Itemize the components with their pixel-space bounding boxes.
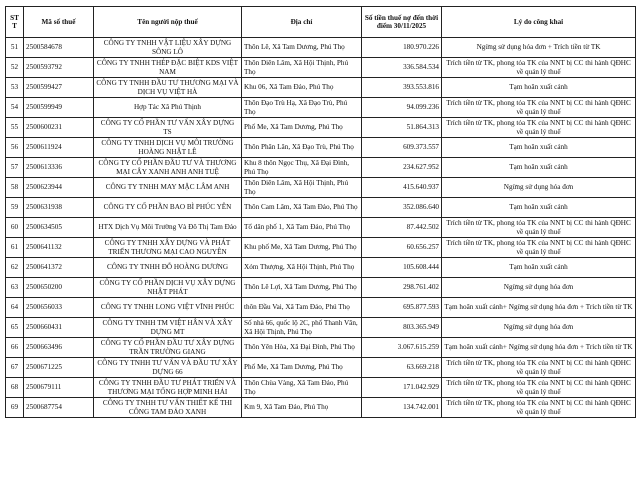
- row-tax-code: 2500634505: [24, 218, 94, 238]
- row-address: Xóm Thượng, Xã Hội Thịnh, Phú Thọ: [242, 258, 362, 278]
- row-stt: 67: [6, 358, 24, 378]
- row-disclosure-reason: Tạm hoãn xuất cảnh: [442, 198, 636, 218]
- table-row: [6, 198, 636, 218]
- row-stt: 62: [6, 258, 24, 278]
- table-row: [6, 278, 636, 298]
- row-debt-amount: 393.553.816: [362, 78, 442, 98]
- row-disclosure-reason: Trích tiền từ TK, phong tỏa TK của NNT bị CC thi hành QĐHC về quản lý thuế: [442, 58, 636, 78]
- row-tax-code: 2500641372: [24, 258, 94, 278]
- row-debt-amount: 171.042.929: [362, 378, 442, 398]
- row-address: Thôn Chùa Vàng, Xã Tam Đảo, Phú Thọ: [242, 378, 362, 398]
- table-row: [6, 338, 636, 358]
- row-address: Thôn Lê Lợi, Xã Tam Dương, Phú Thọ: [242, 278, 362, 298]
- row-address: Phố Me, Xã Tam Dương, Phú Thọ: [242, 118, 362, 138]
- row-debt-amount: 234.627.952: [362, 158, 442, 178]
- row-stt: 69: [6, 398, 24, 418]
- row-taxpayer-name: CÔNG TY CỔ PHẦN ĐẦU TƯ VÀ THƯƠNG MẠI CÂY XANH ANH ANH TUỆ: [94, 158, 242, 178]
- table-row: [6, 38, 636, 58]
- row-taxpayer-name: CÔNG TY TNHH XÂY DỰNG VÀ PHÁT TRIỂN THƯƠNG MẠI CAO NGUYÊN: [94, 238, 242, 258]
- row-disclosure-reason: Trích tiền từ TK, phong tỏa TK của NNT bị CC thi hành QĐHC về quản lý thuế: [442, 98, 636, 118]
- row-disclosure-reason: Tạm hoãn xuất cảnh+ Ngừng sử dụng hóa đơn + Trích tiền từ TK: [442, 298, 636, 318]
- row-disclosure-reason: Ngừng sử dụng hóa đơn: [442, 318, 636, 338]
- row-tax-code: 2500679111: [24, 378, 94, 398]
- table-row: [6, 178, 636, 198]
- row-tax-code: 2500631938: [24, 198, 94, 218]
- row-disclosure-reason: Ngừng sử dụng hóa đơn: [442, 278, 636, 298]
- table-row: [6, 318, 636, 338]
- row-disclosure-reason: Trích tiền từ TK, phong tỏa TK của NNT bị CC thi hành QĐHC về quản lý thuế: [442, 398, 636, 418]
- row-taxpayer-name: CÔNG TY CỔ PHẦN TƯ VẤN XÂY DỰNG TS: [94, 118, 242, 138]
- row-taxpayer-name: CÔNG TY TNHH TM VIỆT HÂN VÀ XÂY DỰNG MT: [94, 318, 242, 338]
- row-taxpayer-name: CÔNG TY TNHH ĐỖ HOÀNG DƯƠNG: [94, 258, 242, 278]
- row-address: Thôn Diên Lâm, Xã Hội Thịnh, Phú Thọ: [242, 58, 362, 78]
- row-disclosure-reason: Tạm hoãn xuất cảnh: [442, 258, 636, 278]
- row-disclosure-reason: Trích tiền từ TK, phong tỏa TK của NNT bị CC thi hành QĐHC về quản lý thuế: [442, 118, 636, 138]
- table-row: [6, 298, 636, 318]
- row-stt: 53: [6, 78, 24, 98]
- row-tax-code: 2500650200: [24, 278, 94, 298]
- header-stt: ST T: [6, 7, 24, 38]
- row-taxpayer-name: CÔNG TY TNHH DỊCH VỤ MÔI TRƯỜNG HOÀNG NHẬT LÊ: [94, 138, 242, 158]
- row-taxpayer-name: CÔNG TY CỔ PHẦN DỊCH VỤ XÂY DỰNG NHẬT PHÁT: [94, 278, 242, 298]
- row-address: Thôn Cam Lâm, Xã Tam Đảo, Phú Thọ: [242, 198, 362, 218]
- row-debt-amount: 298.761.402: [362, 278, 442, 298]
- table-row: [6, 118, 636, 138]
- header-tax-code: Mã số thuế: [24, 7, 94, 38]
- row-taxpayer-name: CÔNG TY TNHH TƯ VẤN VÀ ĐẦU TƯ XÂY DỰNG 66: [94, 358, 242, 378]
- row-debt-amount: 415.640.937: [362, 178, 442, 198]
- row-debt-amount: 695.877.593: [362, 298, 442, 318]
- row-debt-amount: 134.742.001: [362, 398, 442, 418]
- row-tax-code: 2500599427: [24, 78, 94, 98]
- table-body: [6, 38, 636, 418]
- table-row: [6, 218, 636, 238]
- row-disclosure-reason: Trích tiền từ TK, phong tỏa TK của NNT bị CC thi hành QĐHC về quản lý thuế: [442, 218, 636, 238]
- tax-debtor-table: [5, 6, 636, 418]
- row-debt-amount: 60.656.257: [362, 238, 442, 258]
- table-row: [6, 58, 636, 78]
- row-debt-amount: 63.669.218: [362, 358, 442, 378]
- row-disclosure-reason: Trích tiền từ TK, phong tỏa TK của NNT bị CC thi hành QĐHC về quản lý thuế: [442, 378, 636, 398]
- row-stt: 52: [6, 58, 24, 78]
- row-debt-amount: 180.970.226: [362, 38, 442, 58]
- table-row: [6, 358, 636, 378]
- row-address: Số nhà 66, quốc lộ 2C, phố Thanh Vân, Xã Hội Thịnh, Phú Thọ: [242, 318, 362, 338]
- row-taxpayer-name: CÔNG TY TNHH ĐẦU TƯ PHÁT TRIỂN VÀ THƯƠNG MẠI TỔNG HỢP MINH HẢI: [94, 378, 242, 398]
- row-stt: 68: [6, 378, 24, 398]
- table-row: [6, 258, 636, 278]
- row-address: Khu 8 thôn Ngọc Thụ, Xã Đại Đình, Phú Thọ: [242, 158, 362, 178]
- row-stt: 58: [6, 178, 24, 198]
- row-taxpayer-name: CÔNG TY TNHH MAY MẶC LÂM ANH: [94, 178, 242, 198]
- row-debt-amount: 3.067.615.259: [362, 338, 442, 358]
- row-debt-amount: 51.864.313: [362, 118, 442, 138]
- row-taxpayer-name: HTX Dịch Vụ Môi Trường Và Đô Thị Tam Đảo: [94, 218, 242, 238]
- row-taxpayer-name: CÔNG TY CỔ PHẦN BAO BÌ PHÚC YÊN: [94, 198, 242, 218]
- row-stt: 60: [6, 218, 24, 238]
- row-disclosure-reason: Tạm hoãn xuất cảnh+ Ngừng sử dụng hóa đơn + Trích tiền từ TK: [442, 338, 636, 358]
- row-disclosure-reason: Tạm hoãn xuất cảnh: [442, 138, 636, 158]
- row-taxpayer-name: CÔNG TY TNHH THÉP ĐẶC BIỆT KDS VIỆT NAM: [94, 58, 242, 78]
- row-address: Thôn Phân Lân, Xã Đạo Trù, Phú Thọ: [242, 138, 362, 158]
- row-stt: 51: [6, 38, 24, 58]
- row-disclosure-reason: Ngừng sử dụng hóa đơn: [442, 178, 636, 198]
- table-row: [6, 138, 636, 158]
- header-taxpayer-name: Tên người nộp thuế: [94, 7, 242, 38]
- row-tax-code: 2500660431: [24, 318, 94, 338]
- row-tax-code: 2500656033: [24, 298, 94, 318]
- header-disclosure-reason: Lý do công khai: [442, 7, 636, 38]
- row-disclosure-reason: Tạm hoãn xuất cảnh: [442, 158, 636, 178]
- row-tax-code: 2500600231: [24, 118, 94, 138]
- row-debt-amount: 336.584.534: [362, 58, 442, 78]
- row-address: Phố Me, Xã Tam Dương, Phú Thọ: [242, 358, 362, 378]
- row-stt: 64: [6, 298, 24, 318]
- row-tax-code: 2500613336: [24, 158, 94, 178]
- row-address: Thôn Đạo Trù Hạ, Xã Đạo Trù, Phú Thọ: [242, 98, 362, 118]
- row-tax-code: 2500599949: [24, 98, 94, 118]
- row-disclosure-reason: Tạm hoãn xuất cảnh: [442, 78, 636, 98]
- row-address: Khu 06, Xã Tam Đảo, Phú Thọ: [242, 78, 362, 98]
- table-row: [6, 238, 636, 258]
- row-disclosure-reason: Ngừng sử dụng hóa đơn + Trích tiền từ TK: [442, 38, 636, 58]
- row-debt-amount: 803.365.949: [362, 318, 442, 338]
- row-tax-code: 2500623944: [24, 178, 94, 198]
- row-stt: 55: [6, 118, 24, 138]
- row-tax-code: 2500671225: [24, 358, 94, 378]
- row-taxpayer-name: Hợp Tác Xã Phú Thịnh: [94, 98, 242, 118]
- table-row: [6, 98, 636, 118]
- row-tax-code: 2500593792: [24, 58, 94, 78]
- row-address: Thôn Lê, Xã Tam Dương, Phú Thọ: [242, 38, 362, 58]
- row-address: thôn Đầu Vai, Xã Tam Đảo, Phú Thọ: [242, 298, 362, 318]
- row-taxpayer-name: CÔNG TY CỔ PHẦN ĐẦU TƯ XÂY DỰNG TRẦN TRƯỜNG GIANG: [94, 338, 242, 358]
- row-stt: 65: [6, 318, 24, 338]
- table-row: [6, 158, 636, 178]
- row-tax-code: 2500584678: [24, 38, 94, 58]
- row-disclosure-reason: Trích tiền từ TK, phong tỏa TK của NNT bị CC thi hành QĐHC về quản lý thuế: [442, 358, 636, 378]
- row-debt-amount: 352.086.640: [362, 198, 442, 218]
- row-taxpayer-name: CÔNG TY TNHH VẬT LIỆU XÂY DỰNG SÔNG LÔ: [94, 38, 242, 58]
- header-address: Địa chỉ: [242, 7, 362, 38]
- row-disclosure-reason: Trích tiền từ TK, phong tỏa TK của NNT bị CC thi hành QĐHC về quản lý thuế: [442, 238, 636, 258]
- row-tax-code: 2500663496: [24, 338, 94, 358]
- table-row: [6, 398, 636, 418]
- row-debt-amount: 87.442.502: [362, 218, 442, 238]
- row-stt: 61: [6, 238, 24, 258]
- row-address: Khu phố Me, Xã Tam Dương, Phú Thọ: [242, 238, 362, 258]
- row-address: Thôn Diên Lâm, Xã Hội Thịnh, Phú Thọ: [242, 178, 362, 198]
- row-tax-code: 2500611924: [24, 138, 94, 158]
- row-stt: 63: [6, 278, 24, 298]
- row-taxpayer-name: CÔNG TY TNHH ĐẦU TƯ THƯƠNG MẠI VÀ DỊCH VỤ VIỆT HÀ: [94, 78, 242, 98]
- row-stt: 56: [6, 138, 24, 158]
- header-row: [6, 7, 636, 38]
- header-debt-amount: Số tiền thuế nợ đến thời điểm 30/11/2025: [362, 7, 442, 38]
- table-row: [6, 378, 636, 398]
- row-taxpayer-name: CÔNG TY TNHH TƯ VẤN THIẾT KẾ THI CÔNG TAM ĐẢO XANH: [94, 398, 242, 418]
- row-debt-amount: 105.608.444: [362, 258, 442, 278]
- row-address: Tổ dân phố 1, Xã Tam Đảo, Phú Thọ: [242, 218, 362, 238]
- row-stt: 66: [6, 338, 24, 358]
- row-address: Km 9, Xã Tam Đảo, Phú Thọ: [242, 398, 362, 418]
- row-tax-code: 2500687754: [24, 398, 94, 418]
- row-taxpayer-name: CÔNG TY TNHH LONG VIỆT VĨNH PHÚC: [94, 298, 242, 318]
- row-debt-amount: 94.099.236: [362, 98, 442, 118]
- table-row: [6, 78, 636, 98]
- row-stt: 57: [6, 158, 24, 178]
- row-address: Thôn Yên Hòa, Xã Đại Đình, Phú Thọ: [242, 338, 362, 358]
- row-stt: 59: [6, 198, 24, 218]
- row-tax-code: 2500641132: [24, 238, 94, 258]
- table-header: [6, 7, 636, 38]
- row-debt-amount: 609.373.557: [362, 138, 442, 158]
- row-stt: 54: [6, 98, 24, 118]
- document-page: [5, 6, 635, 418]
